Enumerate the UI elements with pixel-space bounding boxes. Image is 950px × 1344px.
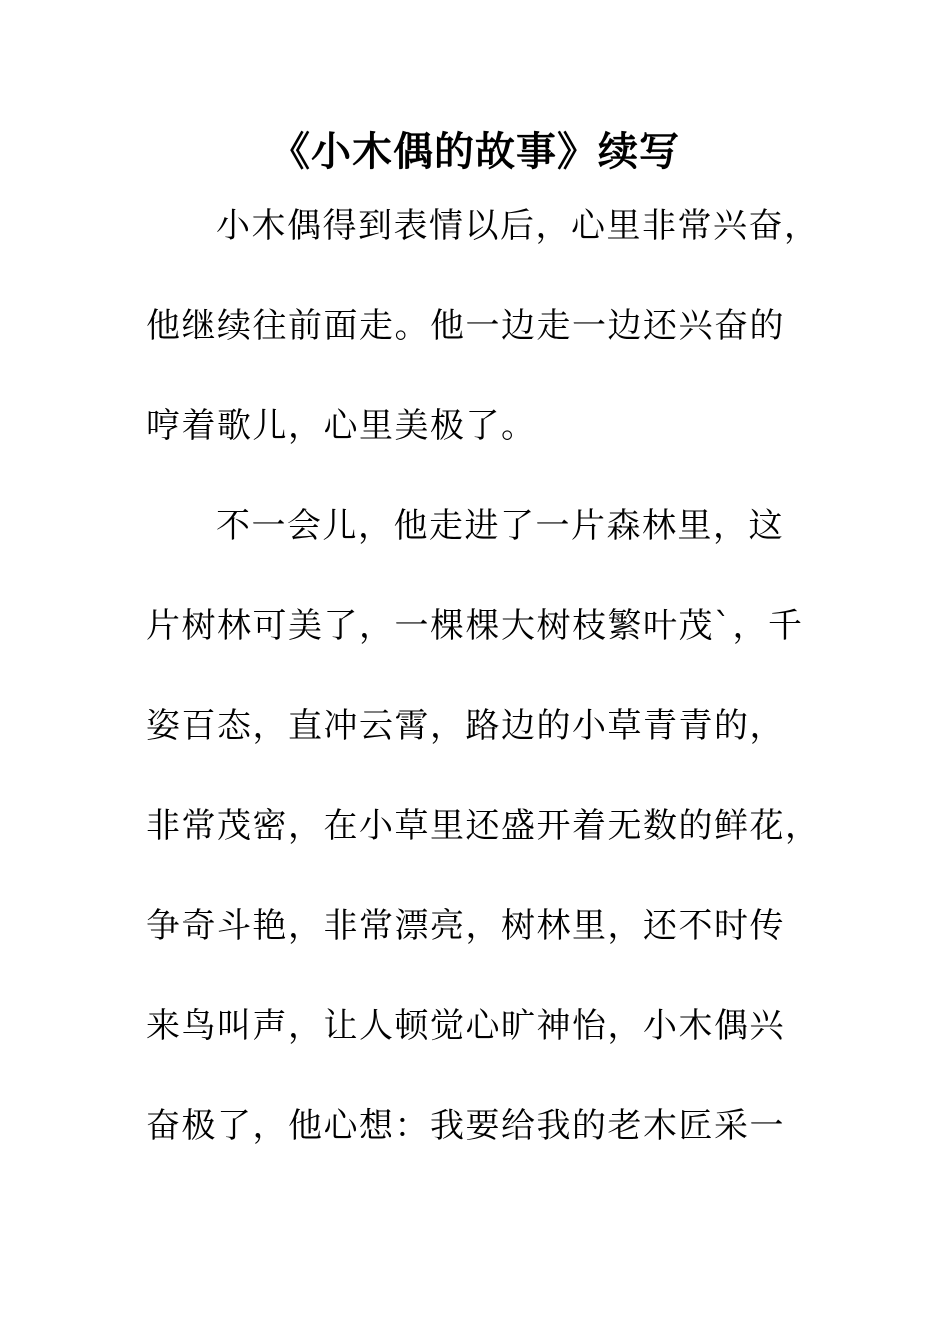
paragraph-line: 奋极了，他心想：我要给我的老木匠采一	[146, 1106, 785, 1146]
paragraph-line: 片树林可美了，一棵棵大树枝繁叶茂`，千	[146, 606, 804, 646]
document-body	[146, 200, 821, 1200]
paragraph-line: 非常茂密，在小草里还盛开着无数的鲜花，	[146, 806, 821, 846]
paragraph-line: 争奇斗艳，非常漂亮，树林里，还不时传	[146, 906, 785, 946]
document-title: 《小木偶的故事》续写	[270, 128, 680, 175]
paragraph-line: 哼着歌儿，心里美极了。	[146, 406, 537, 446]
paragraph-line: 来鸟叫声，让人顿觉心旷神怡，小木偶兴	[146, 1006, 785, 1046]
paragraph-line: 小木偶得到表情以后，心里非常兴奋，	[216, 206, 820, 246]
paragraph-line: 姿百态，直冲云霄，路边的小草青青的，	[146, 706, 785, 746]
paragraph-line: 他继续往前面走。他一边走一边还兴奋的	[146, 306, 785, 346]
paragraph-line: 不一会儿，他走进了一片森林里，这	[216, 506, 784, 546]
